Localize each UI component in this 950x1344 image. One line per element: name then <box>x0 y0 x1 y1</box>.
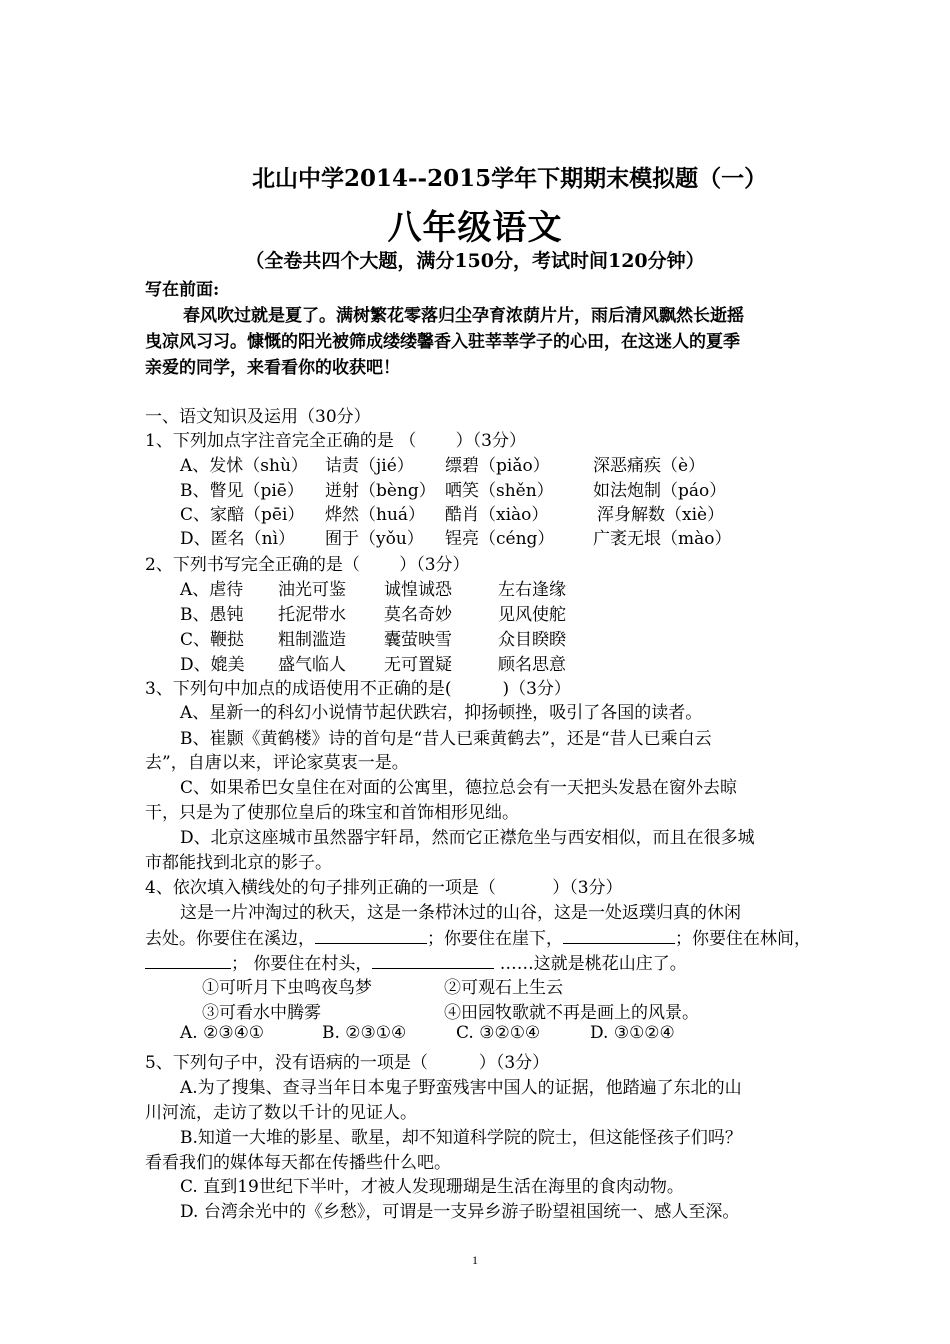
option-item: 诘责（jié） <box>325 456 414 476</box>
question-5-option-a-line-1: A.为了搜集、查寻当年日本鬼子野蛮残害中国人的证据，他踏遍了东北的山 <box>180 1078 742 1098</box>
answer-option: A. ②③④① <box>180 1023 265 1043</box>
page-number: 1 <box>472 1253 478 1267</box>
question-3-option-d-line-1: D、北京这座城市虽然器宇轩昂，然而它正襟危坐与西安相似，而且在很多城 <box>180 828 755 848</box>
option-item: 左右逢缘 <box>498 580 566 600</box>
passage-text: ； 你要住在村头， <box>231 954 373 974</box>
answer-option: D. ③①②④ <box>590 1023 675 1043</box>
question-4-answers <box>180 1023 675 1043</box>
passage-text: 去处。你要住在溪边， <box>145 929 315 949</box>
fill-blank <box>315 926 427 944</box>
passage-text: ；你要住在林间， <box>675 929 811 949</box>
question-4-passage-line-3 <box>145 949 687 974</box>
question-1-stem: 1、下列加点字注音完全正确的是 （ ）（3分） <box>145 431 526 451</box>
question-2-option-a <box>180 575 566 600</box>
passage-text: ……这就是桃花山庄了。 <box>494 954 687 974</box>
option-item: 广袤无垠（mào） <box>593 529 732 549</box>
exam-title: 北山中学2014--2015学年下期期末模拟题（一） <box>252 165 768 192</box>
preface-line-2: 曳凉风习习。慷慨的阳光被筛成缕缕馨香入驻莘莘学子的心田，在这迷人的夏季 <box>145 332 740 352</box>
option-item: 囊萤映雪 <box>384 630 452 650</box>
option-item: 哂笑（shěn） <box>445 481 554 501</box>
choice-item: ②可观石上生云 <box>444 978 563 998</box>
question-3-option-b-line-2: 去”，自唐以来，评论家莫衷一是。 <box>145 753 409 773</box>
question-3-option-c-line-1: C、如果希巴女皇住在对面的公寓里，德拉总会有一天把头发悬在窗外去晾 <box>180 778 738 798</box>
question-1-option-d <box>180 524 732 549</box>
question-4-passage-line-2 <box>145 924 811 949</box>
option-item: 众目睽睽 <box>498 630 566 650</box>
option-item: 油光可鉴 <box>278 580 346 600</box>
option-item: 顾名思意 <box>498 655 566 675</box>
question-2-option-d <box>180 650 566 675</box>
option-item: 缥碧（piǎo） <box>445 456 550 476</box>
passage-text: ；你要住在崖下， <box>427 929 563 949</box>
question-5-stem: 5、下列句子中，没有语病的一项是（ ）（3分） <box>145 1053 550 1073</box>
question-3-stem: 3、下列句中加点的成语使用不正确的是( )（3分） <box>145 679 571 699</box>
option-item: A、发怵（shù） <box>180 456 308 476</box>
question-3-option-c-line-2: 干，只是为了使那位皇后的珠宝和首饰相形见绌。 <box>145 803 519 823</box>
option-item: B、瞥见（piē） <box>180 481 304 501</box>
option-item: 迸射（bèng） <box>325 481 436 501</box>
question-2-option-b <box>180 600 566 625</box>
preface-line-1: 春风吹过就是夏了。满树繁花零落归尘孕育浓荫片片，雨后清风飘然长逝摇 <box>183 306 744 326</box>
fill-blank <box>563 926 675 944</box>
option-item: 深恶痛疾（è） <box>593 456 706 476</box>
section-1-heading: 一、语文知识及运用（30分） <box>145 407 371 427</box>
option-item: 莫名奇妙 <box>384 605 452 625</box>
option-item: C、鞭挞 <box>180 630 245 650</box>
option-item: 囿于（yǒu） <box>325 529 424 549</box>
answer-option: C. ③②①④ <box>456 1023 541 1043</box>
question-3-option-b-line-1: B、崔颢《黄鹤楼》诗的首句是“昔人已乘黄鹤去”，还是“昔人已乘白云 <box>180 729 712 749</box>
question-4-choices-row-1 <box>202 973 563 998</box>
option-item: 浑身解数（xiè） <box>597 505 725 525</box>
question-1-option-a <box>180 451 705 476</box>
subject-title: 八年级语文 <box>387 208 563 248</box>
question-5-option-c: C. 直到19世纪下半叶，才被人发现珊瑚是生活在海里的食肉动物。 <box>180 1177 684 1197</box>
question-4-stem: 4、依次填入横线处的句子排列正确的一项是（ ）（3分） <box>145 878 623 898</box>
preface-line-3: 亲爱的同学，来看看你的收获吧！ <box>145 358 400 378</box>
choice-item: ③可看水中腾雾 <box>202 1003 321 1023</box>
option-item: 见风使舵 <box>498 605 566 625</box>
option-item: A、虐待 <box>180 580 244 600</box>
question-5-option-d: D. 台湾余光中的《乡愁》，可谓是一支异乡游子盼望祖国统一、感人至深。 <box>180 1202 740 1222</box>
option-item: 酷肖（xiào） <box>445 505 549 525</box>
question-4-passage-line-1: 这是一片冲淘过的秋天，这是一条栉沐过的山谷，这是一处返璞归真的休闲 <box>180 903 741 923</box>
option-item: 锃亮（céng） <box>445 529 555 549</box>
question-4-choices-row-2 <box>202 998 699 1023</box>
choice-item: ①可听月下虫鸣夜鸟梦 <box>202 978 372 998</box>
option-item: D、媲美 <box>180 655 245 675</box>
option-item: B、愚钝 <box>180 605 244 625</box>
question-3-option-a: A、星新一的科幻小说情节起伏跌宕，抑扬顿挫，吸引了各国的读者。 <box>180 703 703 723</box>
question-1-option-c <box>180 500 724 525</box>
question-5-option-a-line-2: 川河流，走访了数以千计的见证人。 <box>145 1103 417 1123</box>
question-5-option-b-line-2: 看看我们的媒体每天都在传播些什么吧。 <box>145 1153 451 1173</box>
choice-item: ④田园牧歌就不再是画上的风景。 <box>444 1003 699 1023</box>
option-item: D、匿名（nì） <box>180 529 296 549</box>
option-item: C、家醅（pēi） <box>180 505 305 525</box>
option-item: 托泥带水 <box>278 605 346 625</box>
answer-option: B. ②③①④ <box>322 1023 407 1043</box>
option-item: 无可置疑 <box>384 655 452 675</box>
preface-heading: 写在前面: <box>145 280 220 300</box>
exam-note: （全卷共四个大题，满分150分，考试时间120分钟） <box>245 250 705 272</box>
question-1-option-b <box>180 476 726 501</box>
option-item: 诚惶诚恐 <box>384 580 452 600</box>
fill-blank <box>145 951 231 969</box>
question-2-option-c <box>180 625 566 650</box>
option-item: 盛气临人 <box>278 655 346 675</box>
option-item: 粗制滥造 <box>278 630 346 650</box>
question-3-option-d-line-2: 市都能找到北京的影子。 <box>145 853 332 873</box>
option-item: 如法炮制（páo） <box>593 481 727 501</box>
question-2-stem: 2、下列书写完全正确的是（ ）（3分） <box>145 555 470 575</box>
question-5-option-b-line-1: B.知道一大堆的影星、歌星，却不知道科学院的院士，但这能怪孩子们吗？ <box>180 1128 742 1148</box>
fill-blank <box>372 951 494 969</box>
option-item: 烨然（huá） <box>325 505 426 525</box>
